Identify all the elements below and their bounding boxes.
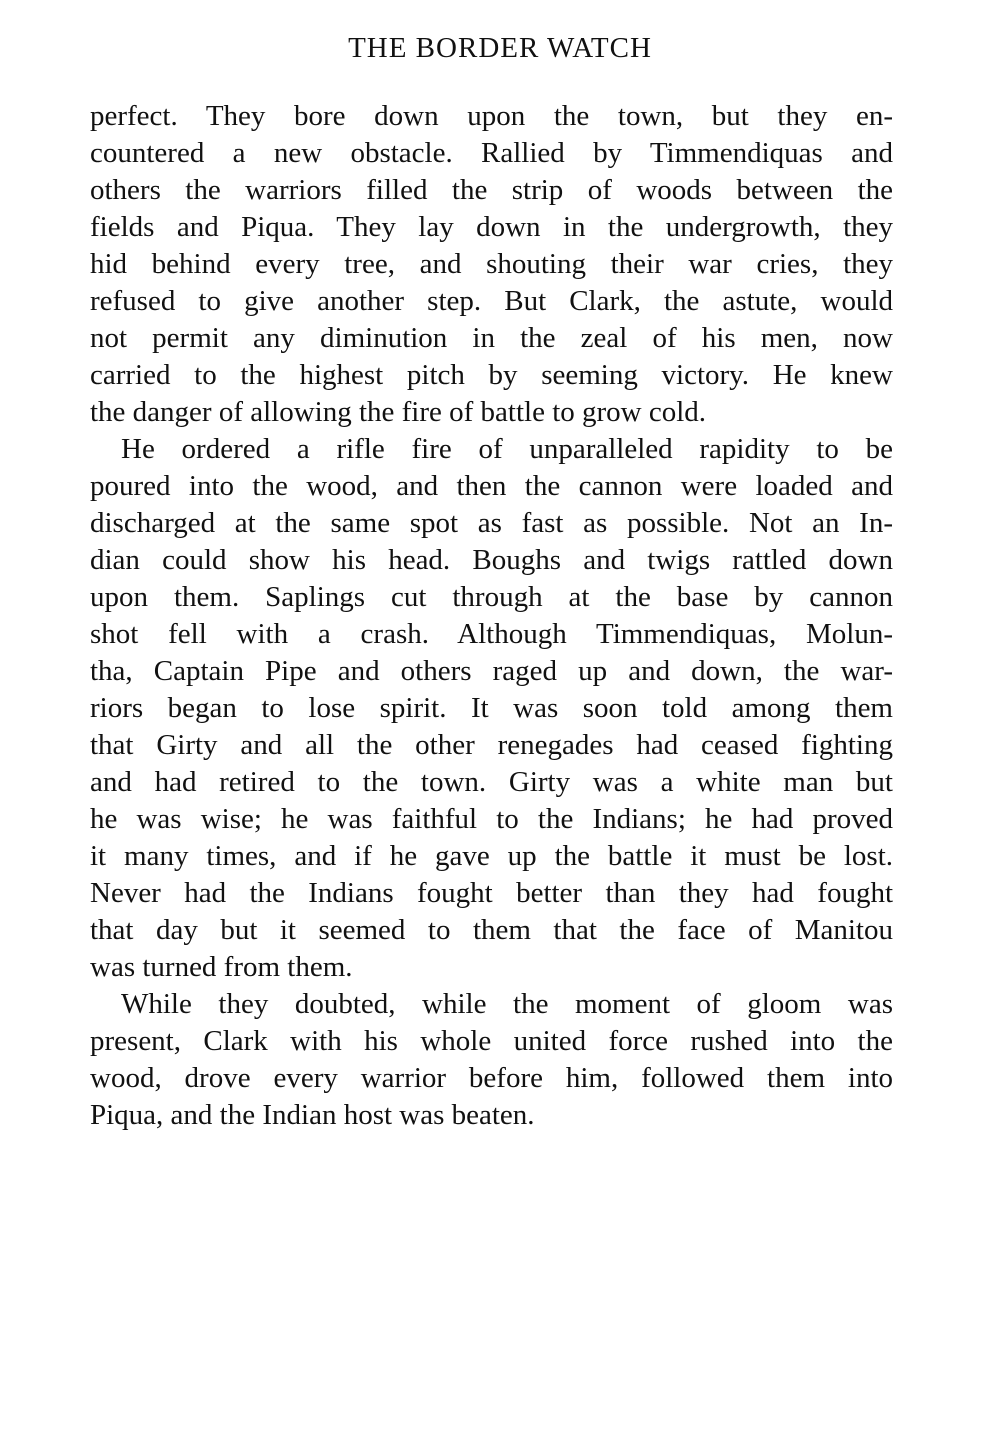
text-line: fields and Piqua. They lay down in the undergrowth, they — [90, 211, 893, 243]
text-line: that Girty and all the other renegades had ceased fighting — [90, 729, 893, 761]
text-line: While they doubted, while the moment of gloom was — [121, 988, 893, 1020]
text-line: was turned from them. — [90, 951, 353, 983]
running-head: THE BORDER WATCH — [348, 32, 652, 64]
text-line: poured into the wood, and then the cannon were loaded and — [90, 470, 893, 502]
text-line: he was wise; he was faithful to the Indians; he had proved — [90, 803, 893, 835]
body-text — [90, 98, 893, 1134]
text-line: that day but it seemed to them that the face of Manitou — [90, 914, 893, 946]
text-line: Never had the Indians fought better than they had fought — [90, 877, 893, 909]
paragraph-3 — [90, 986, 893, 1134]
text-line: wood, drove every warrior before him, followed them into — [90, 1062, 893, 1094]
text-line: riors began to lose spirit. It was soon told among them — [90, 692, 893, 724]
text-line: refused to give another step. But Clark, the astute, would — [90, 285, 893, 317]
text-line: dian could show his head. Boughs and twigs rattled down — [90, 544, 893, 576]
paragraph-2 — [90, 431, 893, 986]
text-line: and had retired to the town. Girty was a white man but — [90, 766, 893, 798]
text-line: shot fell with a crash. Although Timmendiquas, Molun- — [90, 618, 893, 650]
text-line: hid behind every tree, and shouting their war cries, they — [90, 248, 893, 280]
text-line: Piqua, and the Indian host was beaten. — [90, 1099, 535, 1131]
paragraph-1 — [90, 98, 893, 431]
text-line: the danger of allowing the fire of battle to grow cold. — [90, 396, 707, 428]
text-line: countered a new obstacle. Rallied by Timmendiquas and — [90, 137, 893, 169]
text-line: upon them. Saplings cut through at the base by cannon — [90, 581, 893, 613]
text-line: He ordered a rifle fire of unparalleled rapidity to be — [121, 433, 893, 465]
text-line: others the warriors filled the strip of woods between the — [90, 174, 893, 206]
text-line: not permit any diminution in the zeal of his men, now — [90, 322, 893, 354]
text-line: discharged at the same spot as fast as possible. Not an In- — [90, 507, 893, 539]
text-line: it many times, and if he gave up the battle it must be lost. — [90, 840, 893, 872]
text-line: carried to the highest pitch by seeming victory. He knew — [90, 359, 893, 391]
text-line: tha, Captain Pipe and others raged up and down, the war- — [90, 655, 893, 687]
text-line: perfect. They bore down upon the town, but they en- — [90, 100, 893, 132]
text-line: present, Clark with his whole united force rushed into the — [90, 1025, 893, 1057]
